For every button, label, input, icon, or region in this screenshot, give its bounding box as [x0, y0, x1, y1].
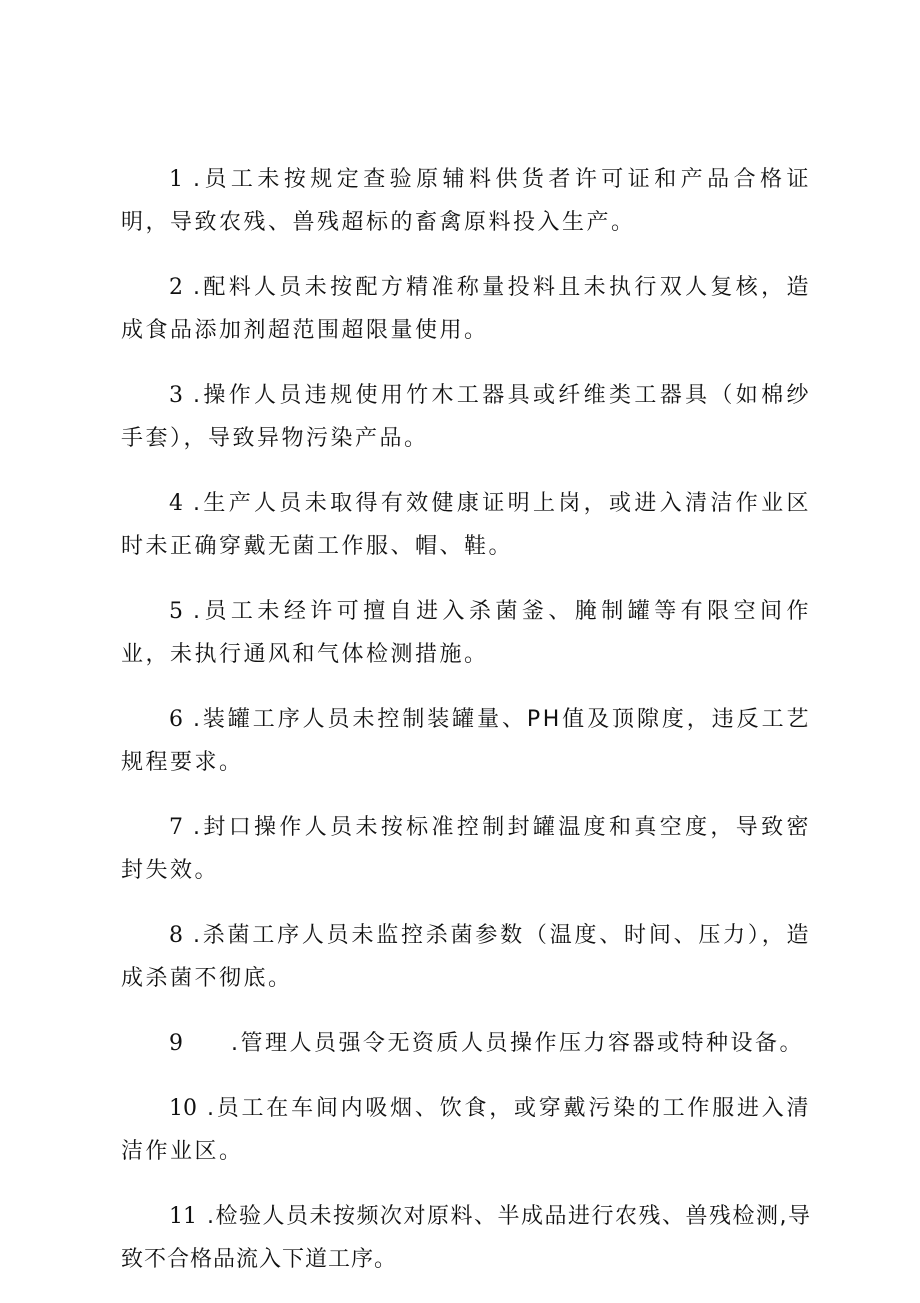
list-item: [121, 1195, 811, 1281]
item-text: .杀菌工序人员未监控杀菌参数（温度、时间、压力），造成杀菌不彻底。: [121, 923, 811, 991]
item-text: .配料人员未按配方精准称量投料且未执行双人复核，造成食品添加剂超范围超限量使用。: [121, 275, 811, 343]
list-item: [121, 914, 811, 1000]
item-text: .员工在车间内吸烟、饮食，或穿戴污染的工作服进入清洁作业区。: [121, 1096, 811, 1164]
item-text: .员工未按规定查验原辅料供货者许可证和产品合格证明，导致农残、兽残超标的畜禽原料投入生产。: [121, 167, 811, 235]
list-item: [121, 698, 811, 784]
list-item: [121, 1087, 811, 1173]
item-text: .员工未经许可擅自进入杀菌釜、腌制罐等有限空间作业，未执行通风和气体检测措施。: [121, 599, 811, 667]
list-item: [121, 482, 811, 568]
item-number: 8: [169, 923, 183, 948]
item-text: .操作人员违规使用竹木工器具或纤维类工器具（如棉纱手套），导致异物污染产品。: [121, 383, 811, 451]
list-item: [121, 590, 811, 676]
list-item: [121, 374, 811, 460]
item-number: 4: [169, 491, 183, 516]
item-number: 9: [169, 1031, 183, 1056]
list-item: [121, 806, 811, 892]
item-text: .封口操作人员未按标准控制封罐温度和真空度，导致密封失效。: [121, 815, 811, 883]
item-number: 3: [169, 383, 183, 408]
item-number: 10: [169, 1096, 197, 1121]
item-number: 2: [169, 275, 183, 300]
item-number: 1: [169, 167, 183, 192]
item-text: .生产人员未取得有效健康证明上岗，或进入清洁作业区时未正确穿戴无菌工作服、帽、鞋。: [121, 491, 811, 559]
item-number: 11: [169, 1204, 197, 1229]
list-item: [121, 1022, 811, 1065]
item-number: 5: [169, 599, 183, 624]
item-number: 7: [169, 815, 183, 840]
item-text: .装罐工序人员未控制装罐量、PH值及顶隙度，违反工艺规程要求。: [121, 707, 811, 775]
list-item: [121, 266, 811, 352]
item-number: 6: [169, 707, 183, 732]
list-item: [121, 158, 811, 244]
document-body: [121, 158, 811, 1303]
item-text: .检验人员未按频次对原料、半成品进行农残、兽残检测,导致不合格品流入下道工序。: [121, 1204, 811, 1272]
item-text: .管理人员强令无资质人员操作压力容器或特种设备。: [231, 1031, 804, 1056]
